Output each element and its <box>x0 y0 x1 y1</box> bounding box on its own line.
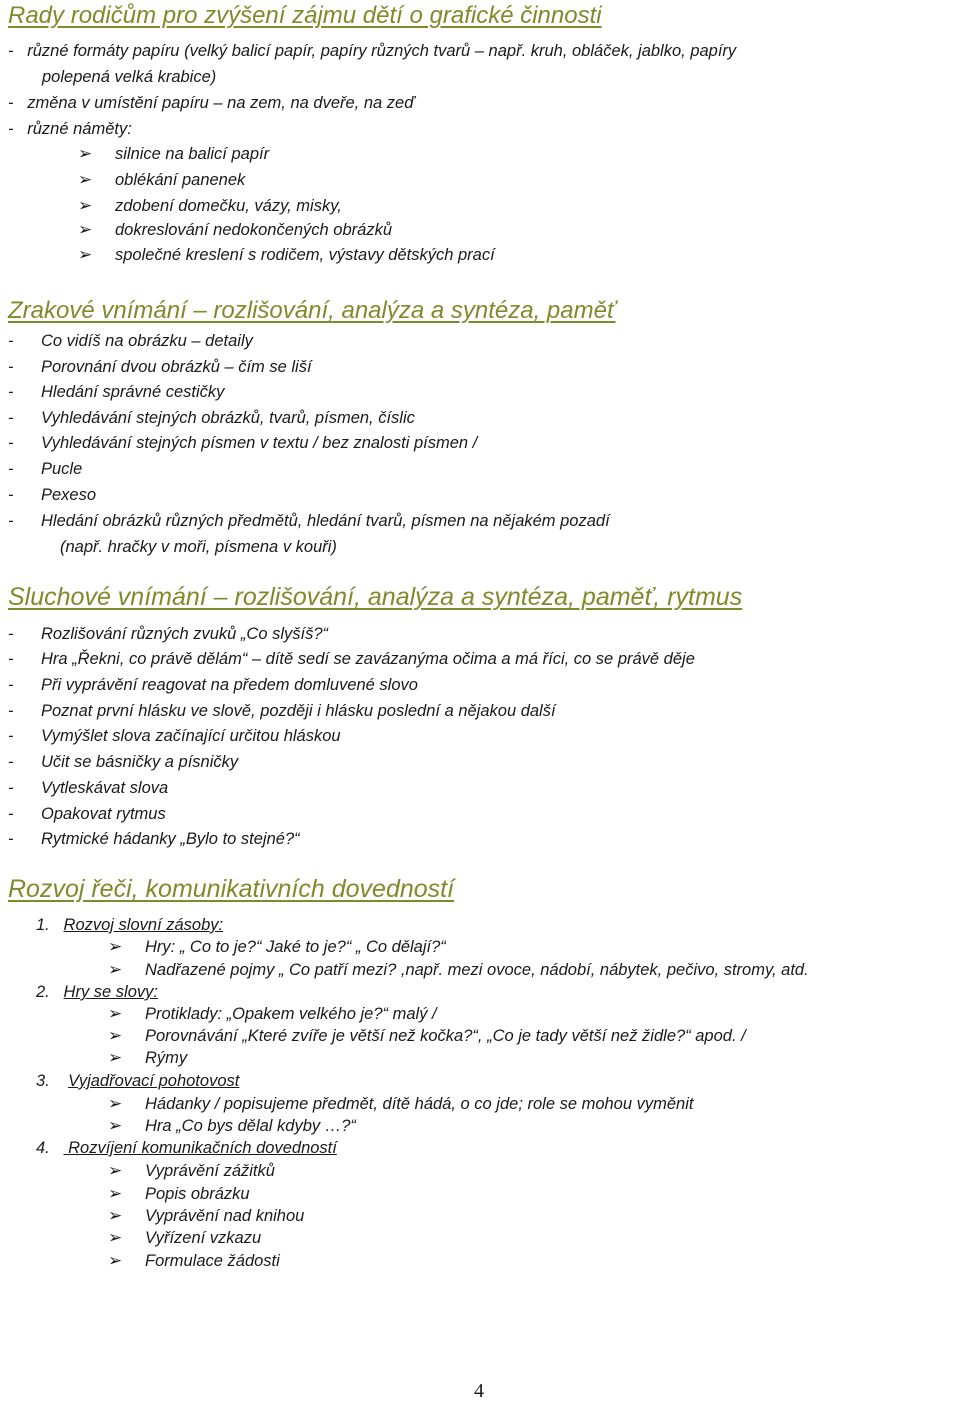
dash-bullet: - <box>8 434 41 452</box>
dash-bullet: - <box>8 830 41 848</box>
section-heading-speech-development: Rozvoj řeči, komunikativních dovedností <box>8 875 455 903</box>
sub-list-item: Popis obrázku <box>145 1185 250 1203</box>
arrow-bullet-icon: ➢ <box>108 1251 123 1270</box>
arrow-bullet-icon: ➢ <box>78 245 93 264</box>
item-text: Hledání správné cestičky <box>41 383 225 401</box>
numbered-item <box>36 1071 239 1091</box>
dash-bullet: - <box>8 702 41 720</box>
list-item <box>8 433 477 453</box>
item-text: Vytleskávat slova <box>41 779 169 797</box>
item-number: 2. <box>36 983 50 1001</box>
list-item <box>8 829 300 849</box>
list-item <box>8 649 695 669</box>
arrow-bullet-icon: ➢ <box>108 960 123 979</box>
dash-bullet: - <box>8 779 41 797</box>
list-item-continuation: (např. hračky v moři, písmena v kouři) <box>60 538 337 556</box>
list-item <box>8 93 415 113</box>
sub-list-item: silnice na balicí papír <box>115 145 270 163</box>
sub-list-item: Vyprávění zážitků <box>145 1162 275 1180</box>
dash-bullet: - <box>8 676 41 694</box>
sub-list-item: Vyřízení vzkazu <box>145 1229 262 1247</box>
section-heading-visual-perception: Zrakové vnímání – rozlišování, analýza a syntéza, paměť <box>8 297 616 324</box>
section-heading-auditory-perception: Sluchové vnímání – rozlišování, analýza a syntéza, paměť, rytmus <box>8 583 743 611</box>
dash-bullet: - <box>8 727 41 745</box>
arrow-bullet-icon: ➢ <box>78 196 93 215</box>
page-number: 4 <box>474 1380 484 1402</box>
list-item <box>8 752 238 772</box>
numbered-item <box>36 1138 337 1158</box>
item-text: Hledání obrázků různých předmětů, hledání tvarů, písmen na nějakém pozadí <box>41 512 610 530</box>
sub-list-item: Vyprávění nad knihou <box>145 1207 305 1225</box>
arrow-bullet-icon: ➢ <box>108 1161 123 1180</box>
dash-bullet: - <box>8 383 41 401</box>
sub-list-item: Protiklady: „Opakem velkého je?“ malý / <box>145 1005 437 1023</box>
sub-list-item: společné kreslení s rodičem, výstavy dětských prací <box>115 246 495 264</box>
list-item <box>8 485 96 505</box>
dash-bullet: - <box>8 486 41 504</box>
arrow-bullet-icon: ➢ <box>108 1228 123 1247</box>
list-item <box>8 331 253 351</box>
list-item <box>8 778 168 798</box>
sub-list-item: Rýmy <box>145 1049 188 1067</box>
group-title: Rozvoj slovní zásoby: <box>63 916 224 934</box>
dash-bullet: - <box>8 753 41 771</box>
item-text: Při vyprávění reagovat na předem domluvené slovo <box>41 676 418 694</box>
item-text: Hra „Řekni, co právě dělám“ – dítě sedí se zavázanýma očima a má říci, co se právě děje <box>41 650 695 668</box>
arrow-bullet-icon: ➢ <box>108 1116 123 1135</box>
dash-bullet: - <box>8 120 28 138</box>
sub-list-item: Nadřazené pojmy „ Co patří mezi? ,např. mezi ovoce, nádobí, nábytek, pečivo, stromy, atd. <box>145 961 809 979</box>
sub-list-item: oblékání panenek <box>115 171 246 189</box>
dash-bullet: - <box>8 512 41 530</box>
arrow-bullet-icon: ➢ <box>78 144 93 163</box>
list-item <box>8 357 312 377</box>
dash-bullet: - <box>8 94 28 112</box>
item-text: Rozlišování různých zvuků „Co slyšíš?“ <box>41 625 329 643</box>
item-text: Vymýšlet slova začínající určitou hláskou <box>41 727 341 745</box>
list-item <box>8 624 328 644</box>
item-text: Poznat první hlásku ve slově, později i hlásku poslední a nějakou další <box>41 702 556 720</box>
item-text: Co vidíš na obrázku – detaily <box>41 332 253 350</box>
item-text: Vyhledávání stejných obrázků, tvarů, písmen, číslic <box>41 409 415 427</box>
sub-list-item: Formulace žádosti <box>145 1252 280 1270</box>
arrow-bullet-icon: ➢ <box>108 1004 123 1023</box>
list-item <box>8 459 82 479</box>
dash-bullet: - <box>8 805 41 823</box>
dash-bullet: - <box>8 625 41 643</box>
dash-bullet: - <box>8 460 41 478</box>
sub-list-item: Porovnávání „Které zvíře je větší než kočka?“, „Co je tady větší než židle?“ apod. / <box>145 1027 746 1045</box>
arrow-bullet-icon: ➢ <box>78 170 93 189</box>
item-number: 3. <box>36 1072 50 1090</box>
list-item <box>8 511 610 531</box>
list-item <box>8 119 132 139</box>
item-text: Učit se básničky a písničky <box>41 753 239 771</box>
list-item <box>8 408 415 428</box>
item-text: změna v umístění papíru – na zem, na dveře, na zeď <box>27 94 415 112</box>
item-text: Opakovat rytmus <box>41 805 166 823</box>
arrow-bullet-icon: ➢ <box>108 1184 123 1203</box>
dash-bullet: - <box>8 358 41 376</box>
list-item <box>8 804 166 824</box>
arrow-bullet-icon: ➢ <box>108 1026 123 1045</box>
list-item <box>8 675 418 695</box>
item-text: různé náměty: <box>27 120 132 138</box>
sub-list-item: Hra „Co bys dělal kdyby …?“ <box>145 1117 356 1135</box>
item-text: Porovnání dvou obrázků – čím se liší <box>41 358 312 376</box>
arrow-bullet-icon: ➢ <box>108 1094 123 1113</box>
list-item <box>8 382 224 402</box>
sub-list-item: Hry: „ Co to je?“ Jaké to je?“ „ Co dělají?“ <box>145 938 446 956</box>
dash-bullet: - <box>8 42 28 60</box>
sub-list-item: zdobení domečku, vázy, misky, <box>115 197 342 215</box>
arrow-bullet-icon: ➢ <box>108 937 123 956</box>
item-text: Vyhledávání stejných písmen v textu / bez znalosti písmen / <box>41 434 478 452</box>
item-text: Pexeso <box>41 486 97 504</box>
dash-bullet: - <box>8 332 41 350</box>
item-text: různé formáty papíru (velký balicí papír, papíry různých tvarů – např. kruh, obláček, jablko, papíry <box>27 42 737 60</box>
item-text: Pucle <box>41 460 83 478</box>
item-number: 4. <box>36 1139 50 1157</box>
arrow-bullet-icon: ➢ <box>108 1048 123 1067</box>
dash-bullet: - <box>8 650 41 668</box>
list-item <box>8 41 736 61</box>
dash-bullet: - <box>8 409 41 427</box>
list-item <box>8 726 341 746</box>
group-title: Rozvíjení komunikačních dovedností <box>63 1139 337 1157</box>
list-item-continuation: polepená velká krabice) <box>42 68 217 86</box>
sub-list-item: Hádanky / popisujeme předmět, dítě hádá, o co jde; role se mohou vyměnit <box>145 1095 694 1113</box>
arrow-bullet-icon: ➢ <box>78 220 93 239</box>
list-item <box>8 701 556 721</box>
arrow-bullet-icon: ➢ <box>108 1206 123 1225</box>
group-title: Hry se slovy: <box>63 983 158 1001</box>
section-heading-parent-tips: Rady rodičům pro zvýšení zájmu dětí o grafické činnosti <box>8 2 602 29</box>
item-text: Rytmické hádanky „Bylo to stejné?“ <box>41 830 300 848</box>
numbered-item <box>36 915 223 935</box>
sub-list-item: dokreslování nedokončených obrázků <box>115 221 393 239</box>
group-title: Vyjadřovací pohotovost <box>68 1072 240 1090</box>
item-number: 1. <box>36 916 50 934</box>
numbered-item <box>36 982 158 1002</box>
